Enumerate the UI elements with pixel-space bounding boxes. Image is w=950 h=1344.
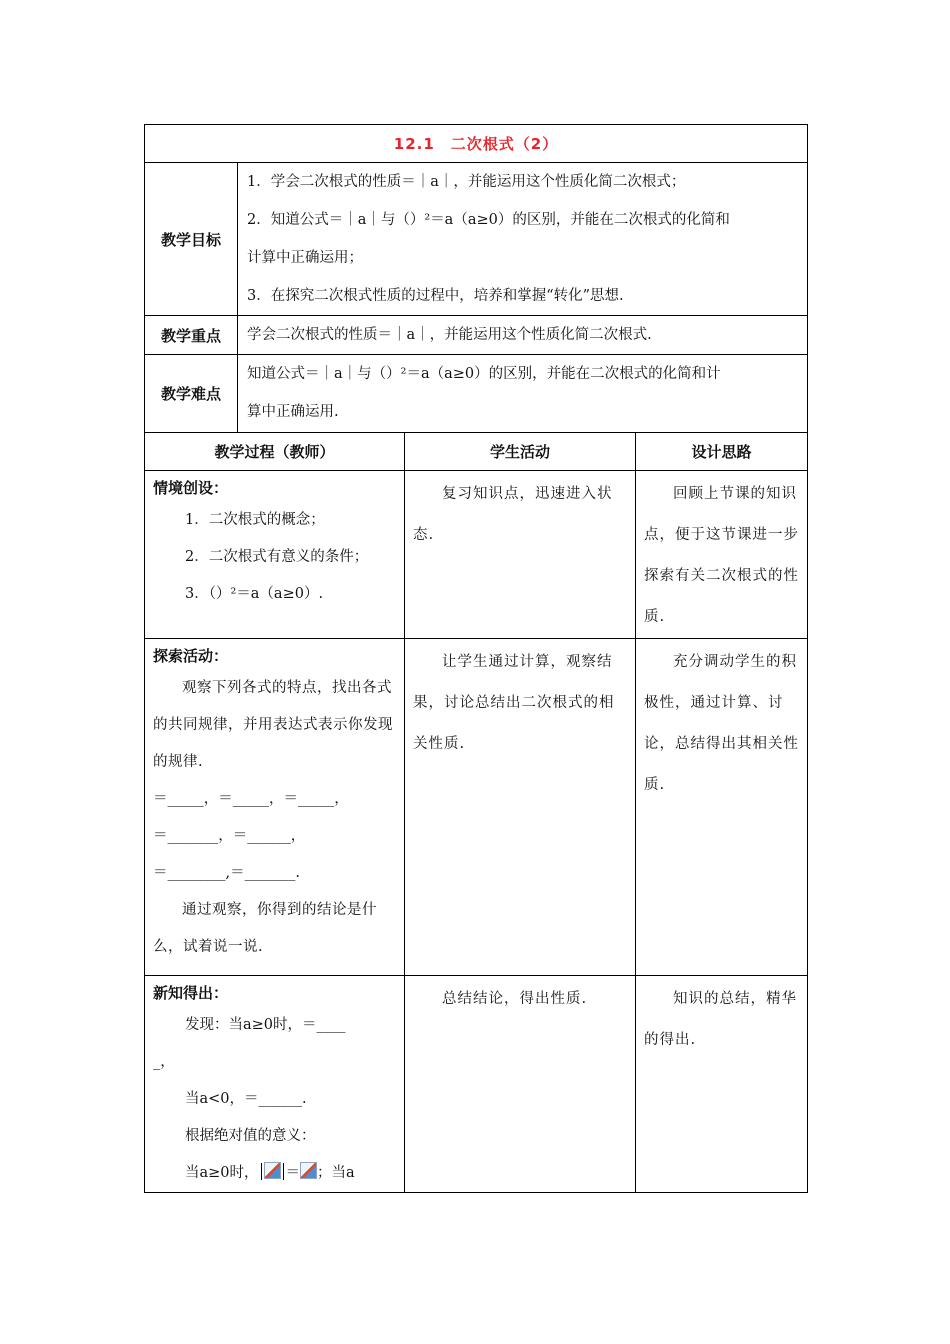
explore-paragraph: 通过观察，你得到的结论是什么，试着说一说. [153, 902, 377, 955]
section-situation-design [636, 471, 808, 639]
difficulty-line: 算中正确运用. [247, 404, 339, 420]
objective-line: 3．在探究二次根式性质的过程中，培养和掌握“转化”思想. [247, 288, 624, 304]
student-activity-text: 复习知识点，迅速进入状态. [413, 486, 613, 543]
fill-blank-line: ＝________,＝_______. [153, 865, 300, 881]
condition-text: 当a≥0时， [185, 1165, 259, 1181]
list-item: 3．（）²＝a（a≥0）. [185, 586, 324, 602]
student-activity-text: 让学生通过计算，观察结果，讨论总结出二次根式的相关性质. [413, 654, 615, 752]
section-title: 情境创设： [153, 479, 229, 497]
formula-image-icon [264, 1162, 281, 1179]
section-new-knowledge-design [636, 976, 808, 1193]
section-situation-teacher [145, 471, 405, 639]
column-header-design: 设计思路 [636, 433, 808, 471]
section-explore-student [405, 639, 636, 976]
discovery-line-cont: _， [153, 1054, 175, 1070]
section-explore-design [636, 639, 808, 976]
objective-line: 1．学会二次根式的性质＝｜a｜，并能运用这个性质化简二次根式； [247, 174, 686, 190]
absolute-value-line [153, 1155, 396, 1192]
difficulty-line: 知道公式＝｜a｜与（）²＝a（a≥0）的区别，并能在二次根式的化简和计 [247, 366, 721, 382]
fill-blank-line: ＝_____，＝_____，＝_____， [153, 791, 349, 807]
discovery-line: 当a<0，＝______. [185, 1091, 307, 1107]
section-new-knowledge-student [405, 976, 636, 1193]
key-point-label: 教学重点 [145, 316, 238, 355]
section-explore-teacher [145, 639, 405, 976]
section-new-knowledge-teacher [145, 976, 405, 1193]
section-title: 新知得出： [153, 984, 229, 1002]
column-header-teacher: 教学过程（教师） [145, 433, 405, 471]
list-item: 1．二次根式的概念； [185, 512, 325, 528]
objectives-label: 教学目标 [145, 163, 238, 316]
difficulty-label: 教学难点 [145, 355, 238, 433]
student-activity-text: 总结结论，得出性质. [442, 991, 588, 1007]
objectives-content [238, 163, 808, 316]
key-point-text: 学会二次根式的性质＝｜a｜，并能运用这个性质化简二次根式. [247, 327, 652, 343]
discovery-line: 发现：当a≥0时，＝____ [185, 1017, 346, 1033]
explore-paragraph: 观察下列各式的特点，找出各式的共同规律，并用表达式表示你发现的规律. [153, 680, 393, 770]
column-header-student: 学生活动 [405, 433, 636, 471]
objective-line: 2．知道公式＝｜a｜与（）²＝a（a≥0）的区别，并能在二次根式的化简和 [247, 212, 730, 228]
section-title: 探索活动： [153, 647, 229, 665]
absolute-value-heading: 根据绝对值的意义： [185, 1128, 316, 1144]
key-point-content [238, 316, 808, 355]
page-title [145, 125, 808, 163]
design-idea-text: 知识的总结，精华的得出. [644, 991, 797, 1048]
difficulty-content [238, 355, 808, 433]
condition-text-cont: ；当a [317, 1165, 355, 1181]
design-idea-text: 回顾上节课的知识点，便于这节课进一步探索有关二次根式的性质. [644, 486, 799, 625]
list-item: 2．二次根式有意义的条件； [185, 549, 369, 565]
fill-blank-line: ＝_______，＝______， [153, 828, 306, 844]
title-text: 12.1 二次根式（2） [393, 135, 559, 153]
abs-bar-icon [261, 1163, 262, 1180]
design-idea-text: 充分调动学生的积极性，通过计算、讨论，总结得出其相关性质. [644, 654, 799, 793]
formula-image-icon [300, 1162, 317, 1179]
lesson-plan-table [144, 124, 808, 1193]
equals-text: ＝ [285, 1165, 301, 1181]
abs-bar-icon [283, 1163, 284, 1180]
objective-line: 计算中正确运用； [247, 250, 363, 266]
section-situation-student [405, 471, 636, 639]
